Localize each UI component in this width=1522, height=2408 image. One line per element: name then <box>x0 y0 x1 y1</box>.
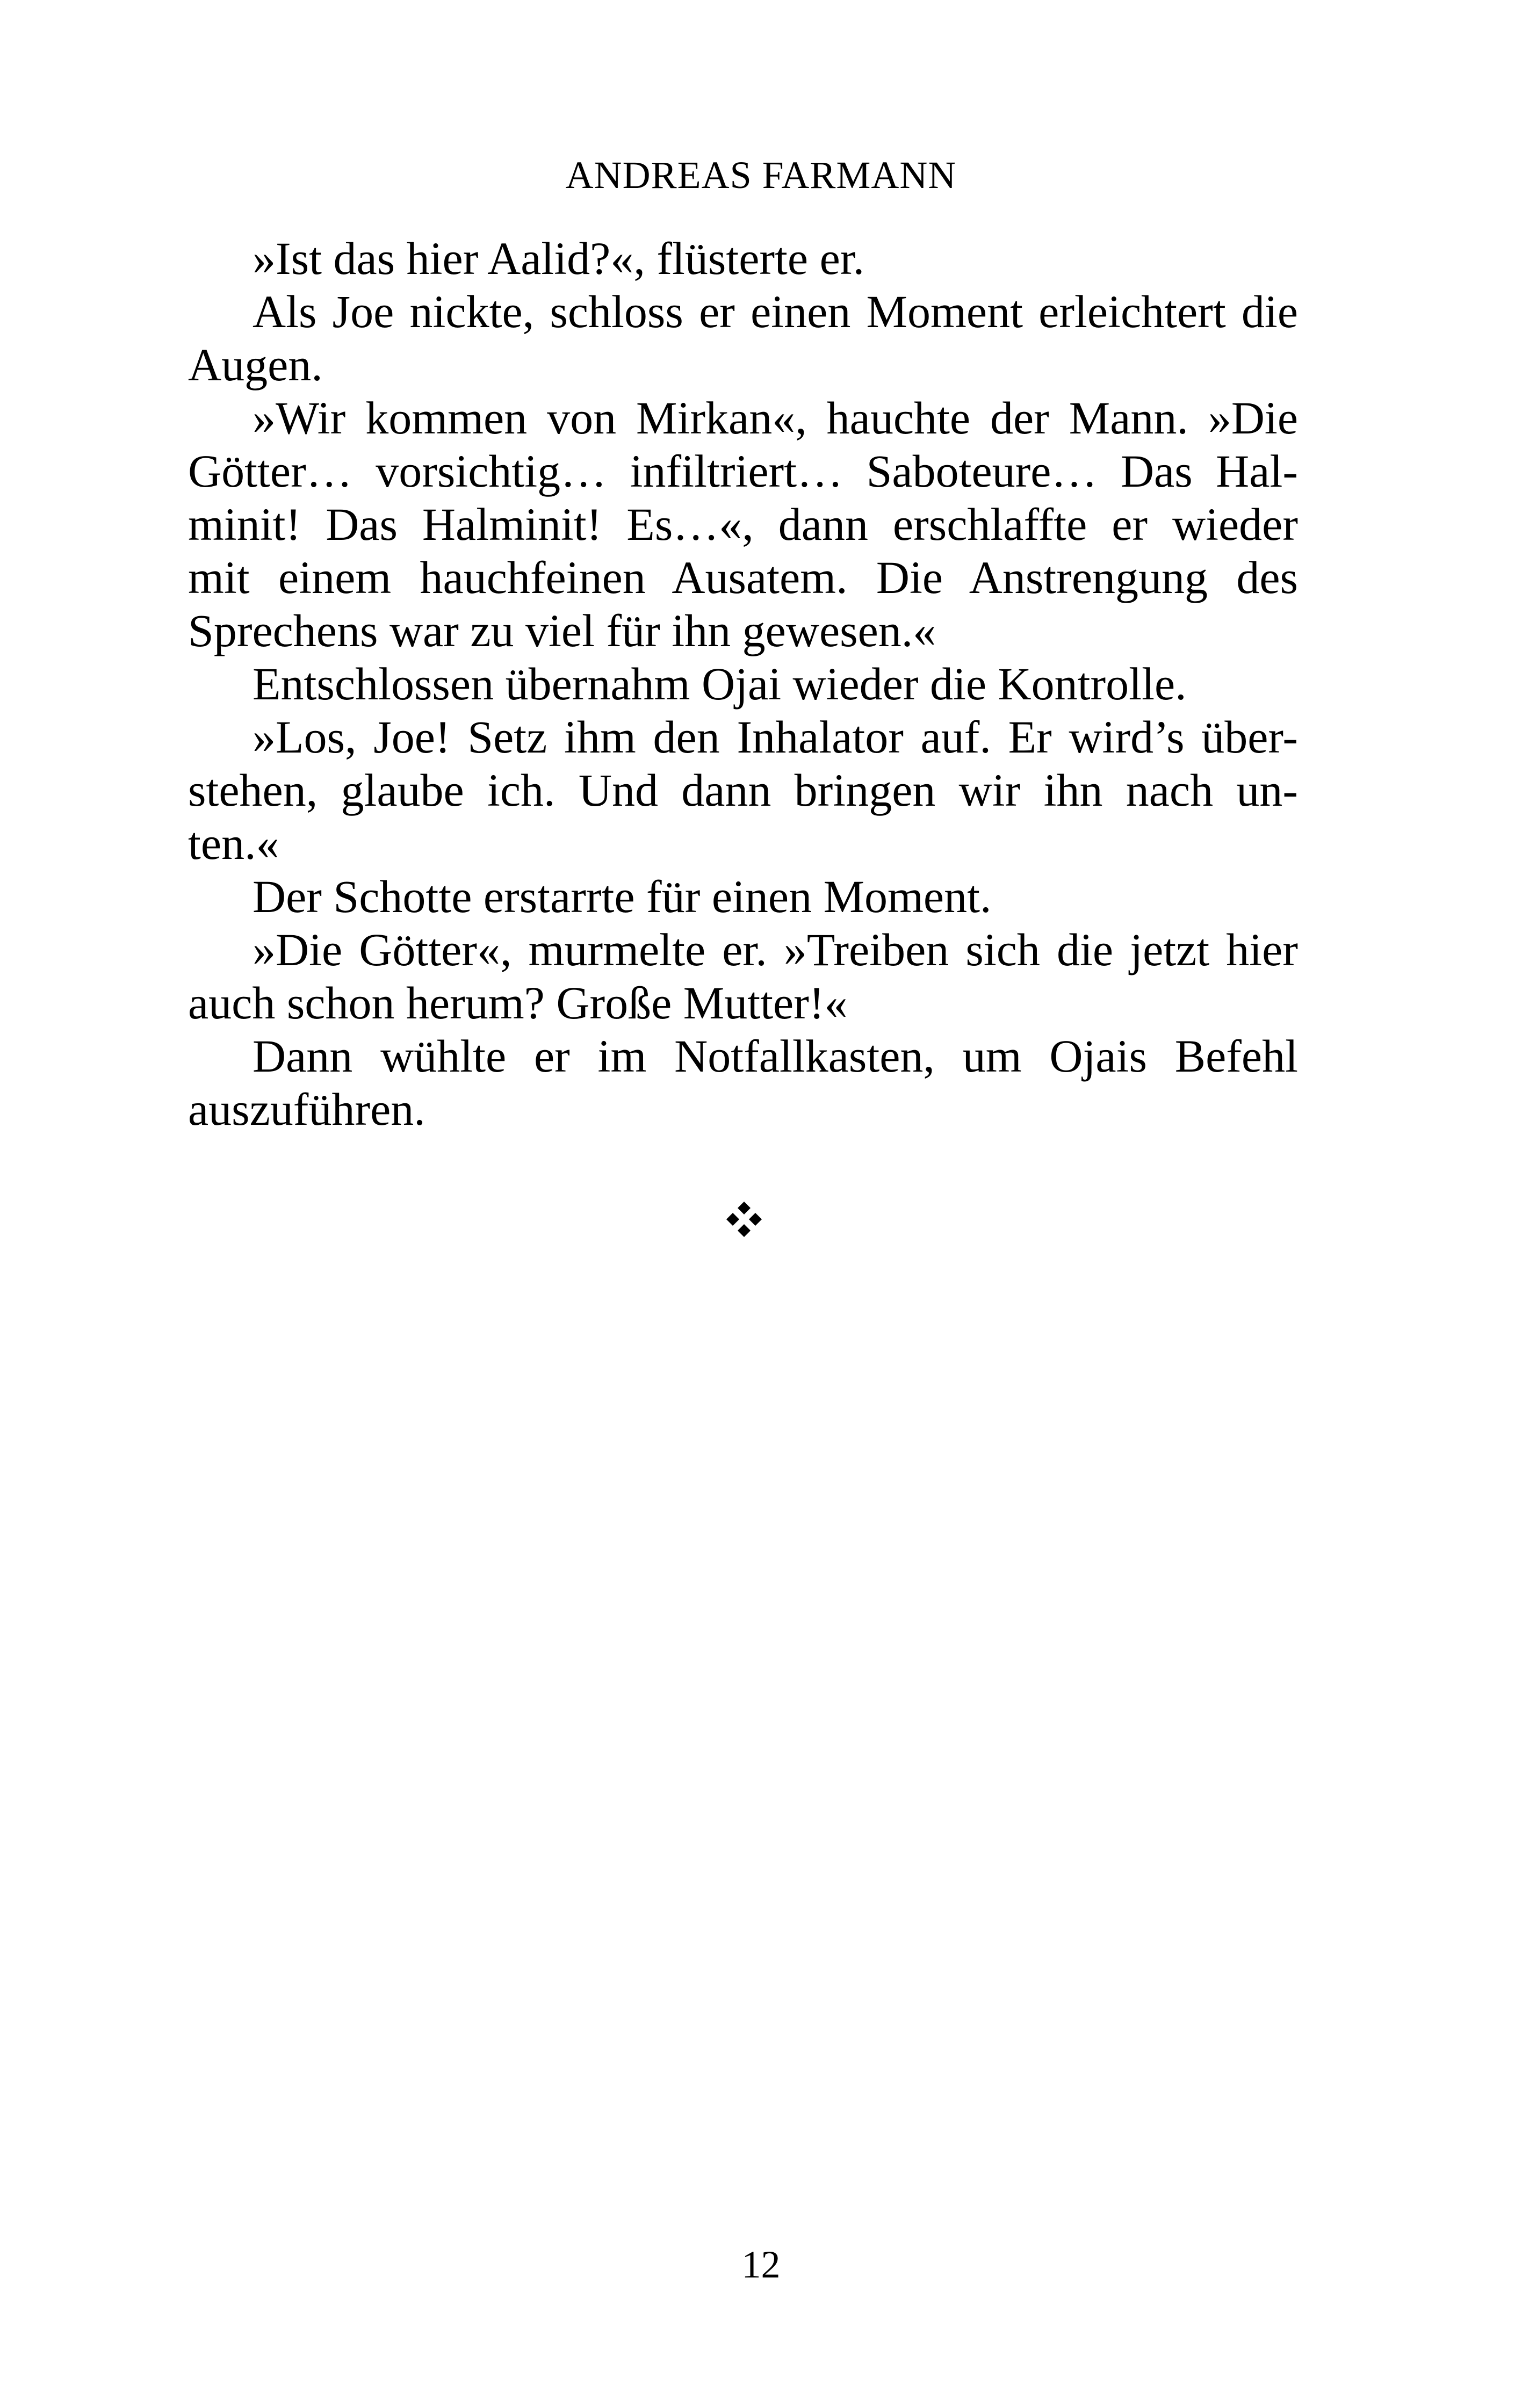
text-line: auszuführen. <box>188 1083 425 1135</box>
text-line: auch schon herum? Große Mutter!« <box>188 977 848 1029</box>
text-line: mit einem hauchfeinen Ausatem. Die Anstrengung des <box>188 552 1298 603</box>
text-line: »Los, Joe! Setz ihm den Inhalator auf. Er wird’s über- <box>253 711 1298 763</box>
text-line: Der Schotte erstarrte für einen Moment. <box>253 871 992 922</box>
body-text <box>188 232 1298 1136</box>
text-line: Entschlossen übernahm Ojai wieder die Kontrolle. <box>253 658 1187 710</box>
text-line: Sprechens war zu viel für ihn gewesen.« <box>188 605 936 656</box>
text-line: Dann wühlte er im Notfallkasten, um Ojais Befehl <box>253 1030 1298 1082</box>
four-diamond-ornament-icon <box>725 1201 763 1238</box>
text-line: Götter… vorsichtig… infiltriert… Saboteure… Das Hal- <box>188 445 1298 497</box>
text-line: »Wir kommen von Mirkan«, hauchte der Mann. »Die <box>253 392 1298 444</box>
page-number: 12 <box>741 2243 781 2286</box>
running-head: ANDREAS FARMANN <box>565 154 957 197</box>
text-line: stehen, glaube ich. Und dann bringen wir ihn nach un- <box>188 764 1298 816</box>
text-line: »Ist das hier Aalid?«, flüsterte er. <box>253 233 865 284</box>
text-line: Als Joe nickte, schloss er einen Moment erleichtert die <box>253 286 1298 337</box>
text-line: Augen. <box>188 339 323 391</box>
text-line: »Die Götter«, murmelte er. »Treiben sich die jetzt hier <box>253 924 1298 975</box>
text-line: minit! Das Halminit! Es…«, dann erschlaffte er wieder <box>188 498 1298 550</box>
text-line: ten.« <box>188 818 279 869</box>
